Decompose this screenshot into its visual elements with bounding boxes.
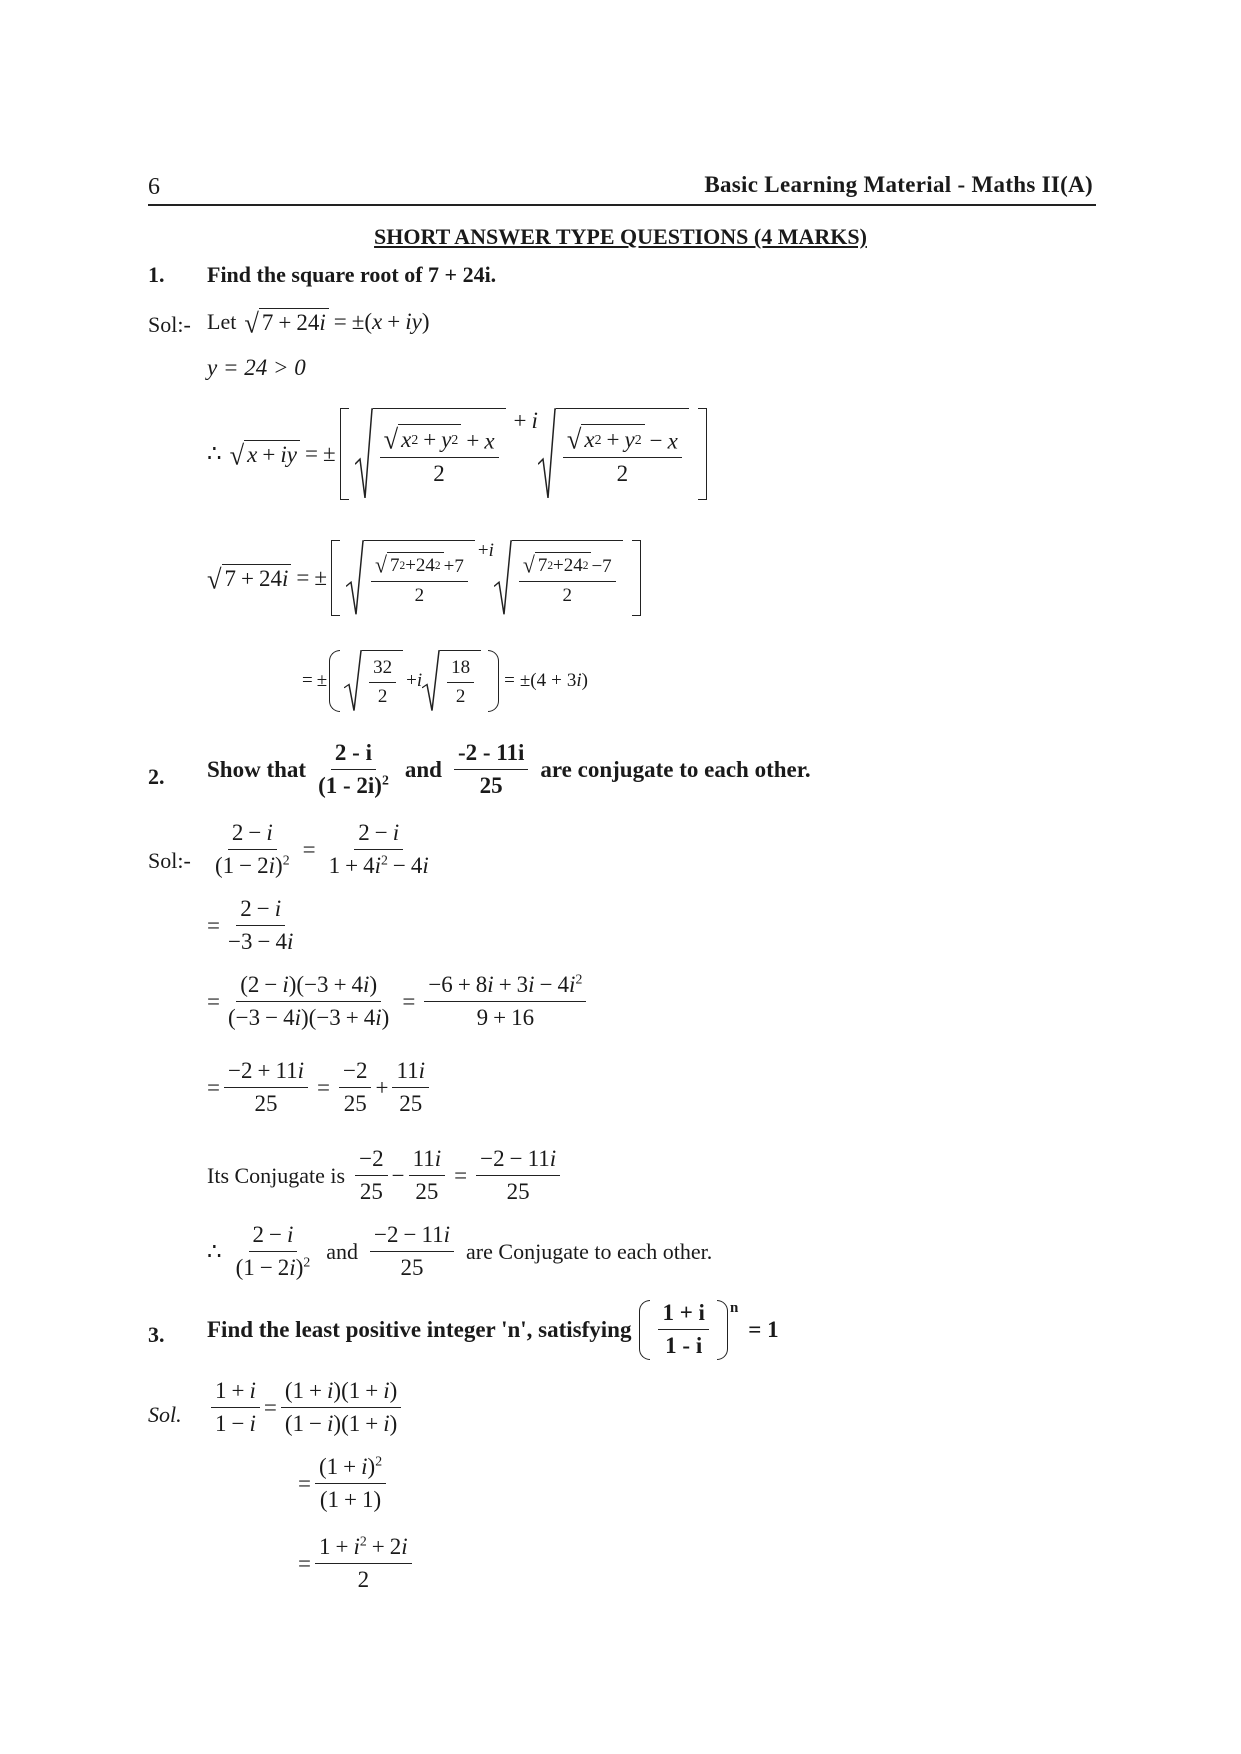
question-1-text: Find the square root of 7 + 24i. xyxy=(207,262,497,287)
q2-conclusion: ∴ $\frac{2 - i}{(1 - 2i)^2}$ and $\frac{-2 - 11i}{25}$ are Conjugate to each other. xyxy=(207,1222,713,1280)
q2-conjugate-line: Its Conjugate is $\frac{-2}{25}$ − $\frac{11i}{25}$ = $\frac{-2 - 11i}{25}$ xyxy=(207,1146,564,1205)
q2-step-4: = $\frac{-2 + 11i}{25}$ = $\frac{-2}{25}$ + $\frac{11i}{25}$ xyxy=(207,1058,433,1117)
header-rule xyxy=(148,204,1096,206)
q1-y-condition xyxy=(207,355,306,381)
q2-sol-label: Sol:- xyxy=(148,848,191,873)
sqrt-expression: √ 7 + 24 i xyxy=(244,308,328,336)
question-2-number: 2. xyxy=(148,764,165,789)
q1-sol-label: Sol:- xyxy=(148,312,191,337)
q3-text: Find the least positive integer 'n', satisfying xyxy=(207,1317,632,1342)
q1-result: = ± $\frac{32}{2}$ + i $\frac{18}{2}$ = ±(4 + 3i) xyxy=(302,650,588,712)
q3-rhs: = 1 xyxy=(748,1317,779,1342)
q1-y-text: y = 24 > 0 xyxy=(207,355,306,380)
q2-prefix: Show that xyxy=(207,756,307,782)
q2-suffix: are conjugate to each other. xyxy=(540,756,811,782)
section-title: SHORT ANSWER TYPE QUESTIONS (4 MARKS) xyxy=(374,224,867,249)
question-3-number: 3. xyxy=(148,1322,165,1347)
q3-sol-label: Sol. xyxy=(148,1402,182,1427)
question-3-text: Find the least positive integer 'n', satisfying $\frac{1 + i}{1 - i}$ n = 1 xyxy=(207,1300,779,1358)
q1-formula: ∴ √ x + iy = ± √ x 2 + y 2 + x 2 + i √ x 2 + y 2 − x 2 xyxy=(207,408,707,500)
q3-step-3: = $\frac{1 + i^2 + 2i}{2}$ xyxy=(298,1534,416,1593)
q2-and: and xyxy=(404,756,442,782)
question-2-text: Show that $\frac{2 - i}{(1 - 2i)^2}$ and $\frac{-2 - 11i}{25}$ are conjugate to each other. xyxy=(207,740,811,798)
q2-conjugate-label: Its Conjugate is xyxy=(207,1162,346,1188)
q2-step-3: = $\frac{(2 - i)(-3 + 4i)}{(-3 - 4i)(-3 + 4i)}$ = $\frac{-6 + 8i + 3i - 4i^2}{9 + 16}$ xyxy=(207,972,590,1031)
q1-let-line: Let √ 7 + 24 i = ±(x + iy) xyxy=(207,306,430,339)
question-1-number: 1. xyxy=(148,262,165,287)
page-number: 6 xyxy=(148,174,160,200)
q1-let-word: Let xyxy=(207,309,237,334)
q3-step-1: $\frac{1 + i}{1 - i}$ = $\frac{(1 + i)(1 + i)}{(1 - i)(1 + i)}$ xyxy=(207,1378,405,1437)
q1-substitution: √ 7 + 24 i = ± √ 7 2 +24 2 +7 2 + i √ 7 2 +24 2 −7 2 xyxy=(207,540,641,616)
q2-step-2: = $\frac{2 - i}{-3 - 4i}$ xyxy=(207,896,294,954)
q2-step-1: $\frac{2 - i}{(1 - 2i)^2}$ = $\frac{2 - i}{1 + 4i^2 - 4i}$ xyxy=(215,820,429,878)
q2-conclusion-text: are Conjugate to each other. xyxy=(466,1238,713,1264)
q2-conclusion-and: and xyxy=(326,1238,359,1264)
running-head: Basic Learning Material - Maths II(A) xyxy=(704,172,1093,197)
q3-step-2: = $\frac{(1 + i)^2}{(1 + 1)}$ xyxy=(298,1454,390,1513)
